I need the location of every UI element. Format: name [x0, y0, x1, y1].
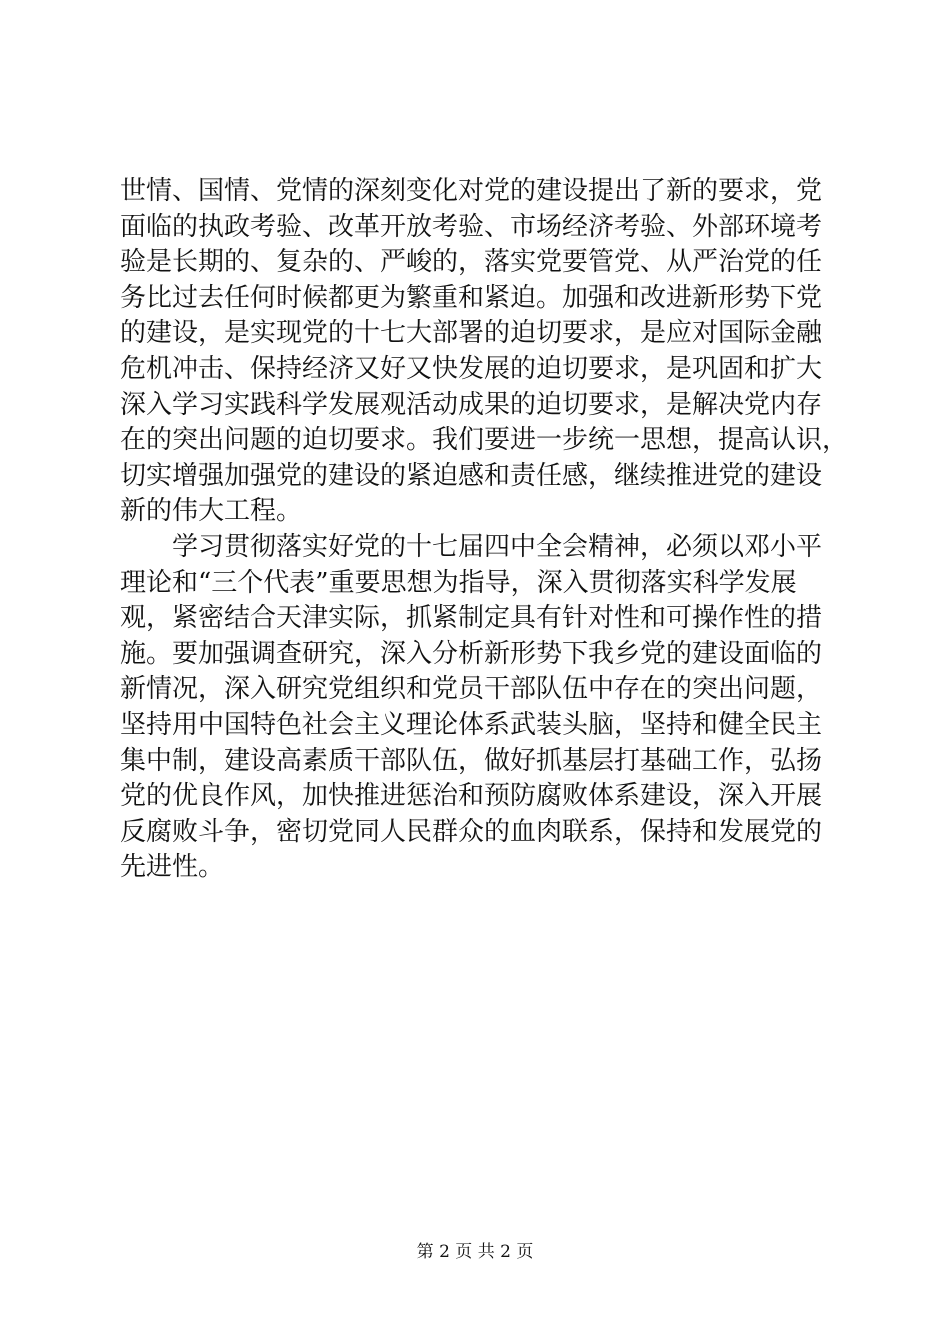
text-line: 深入学习实践科学发展观活动成果的迫切要求，是解决党内存 [120, 389, 823, 420]
text-line: 新的伟大工程。 [120, 496, 303, 527]
paragraph-2 [120, 530, 840, 886]
paragraph-1 [120, 174, 849, 530]
text-line: 反腐败斗争，密切党同人民群众的血肉联系，保持和发展党的 [120, 816, 823, 847]
text-line: 危机冲击、保持经济又好又快发展的迫切要求，是巩固和扩大 [120, 353, 823, 384]
text-line: 务比过去任何时候都更为繁重和紧迫。加强和改进新形势下党 [120, 282, 823, 313]
text-line: 先进性。 [120, 852, 225, 883]
text-line: 学习贯彻落实好党的十七届四中全会精神，必须以邓小平 [120, 531, 823, 562]
text-line: 理论和“三个代表”重要思想为指导，深入贯彻落实科学发展 [120, 567, 797, 598]
text-line: 施。要加强调查研究，深入分析新形势下我乡党的建设面临的 [120, 638, 823, 669]
text-line: 的建设，是实现党的十七大部署的迫切要求，是应对国际金融 [120, 318, 823, 349]
text-line: 世情、国情、党情的深刻变化对党的建设提出了新的要求，党 [120, 176, 823, 206]
page-footer [0, 1241, 950, 1263]
text-line: 坚持用中国特色社会主义理论体系武装头脑，坚持和健全民主 [120, 709, 823, 740]
text-line: 集中制，建设高素质干部队伍，做好抓基层打基础工作，弘扬 [120, 745, 823, 776]
text-line: 观，紧密结合天津实际，抓紧制定具有针对性和可操作性的措 [120, 603, 823, 634]
text-line: 切实增强加强党的建设的紧迫感和责任感，继续推进党的建设 [120, 460, 823, 491]
text-line: 新情况，深入研究党组织和党员干部队伍中存在的突出问题， [120, 674, 823, 705]
text-line: 党的优良作风，加快推进惩治和预防腐败体系建设，深入开展 [120, 781, 823, 812]
page-number-label: 第 2 页 共 2 页 [416, 1242, 534, 1262]
text-line: 面临的执政考验、改革开放考验、市场经济考验、外部环境考 [120, 211, 823, 242]
body-text [120, 174, 849, 886]
text-line: 验是长期的、复杂的、严峻的，落实党要管党、从严治党的任 [120, 247, 823, 278]
text-line: 在的突出问题的迫切要求。我们要进一步统一思想，提高认识， [120, 425, 849, 456]
